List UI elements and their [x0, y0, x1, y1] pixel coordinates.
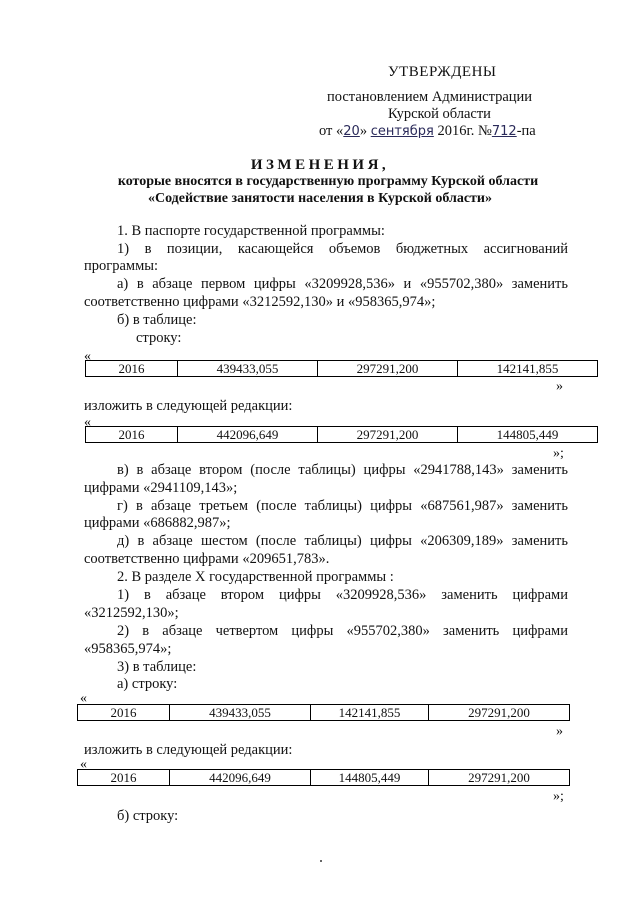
table-cell: 142141,855 — [311, 705, 429, 721]
document-title: ИЗМЕНЕНИЯ, — [250, 157, 390, 173]
table-cell-year: 2016 — [78, 770, 170, 786]
para-1-d-line1: д) в абзаце шестом (после таблицы) цифры «206309,189» заменить — [117, 533, 568, 549]
para-1-1-line1: 1) в позиции, касающейся объемов бюджетных ассигнований — [117, 241, 568, 257]
replace-with-2: изложить в следующей редакции: — [84, 742, 293, 758]
table-old-row-1 — [85, 360, 598, 377]
scan-speck — [320, 860, 322, 862]
table-cell-year: 2016 — [86, 361, 178, 377]
open-quote: « — [84, 415, 91, 430]
close-quote-semicolon: »; — [553, 446, 564, 461]
date-year: 2016г. — [437, 123, 475, 139]
close-quote: » — [556, 724, 563, 739]
document-subtitle-2: «Содействие занятости населения в Курской области» — [147, 191, 493, 206]
para-2-2-line1: 2) в абзаце четвертом цифры «955702,380» заменить цифрами — [117, 623, 568, 639]
table-cell-year: 2016 — [86, 427, 178, 443]
para-1-d-line2: соответственно цифрами «209651,783». — [84, 551, 330, 567]
section-1-heading: 1. В паспорте государственной программы: — [117, 223, 385, 239]
para-2-3: 3) в таблице: — [117, 659, 197, 675]
para-1-1-line2: программы: — [84, 258, 159, 274]
table-cell: 297291,200 — [429, 705, 570, 721]
row-label: строку: — [136, 330, 182, 346]
replace-with-1: изложить в следующей редакции: — [84, 398, 293, 414]
date-mid: » — [359, 123, 368, 139]
open-quote: « — [84, 349, 91, 364]
resolution-line-2: Курской области — [388, 106, 491, 122]
para-1-v-line1: в) в абзаце втором (после таблицы) цифры «2941788,143» заменить — [117, 462, 568, 478]
table-row — [86, 361, 598, 377]
date-prefix: от « — [319, 123, 344, 139]
table-row — [78, 705, 570, 721]
date-month: сентября — [370, 124, 434, 139]
table-cell: 144805,449 — [311, 770, 429, 786]
table-new-row-2 — [77, 769, 570, 786]
number-suffix: -па — [516, 123, 536, 139]
resolution-line-1: постановлением Администрации — [327, 89, 533, 105]
open-quote: « — [80, 757, 87, 772]
number-prefix: № — [478, 123, 492, 139]
section-2-heading: 2. В разделе X государственной программы : — [117, 569, 394, 585]
approval-heading: УТВЕРЖДЕНЫ — [388, 64, 497, 80]
number-value: 712 — [491, 124, 517, 139]
close-quote: » — [556, 379, 563, 394]
table-cell: 297291,200 — [429, 770, 570, 786]
para-1-a-line2: соответственно цифрами «3212592,130» и «958365,974»; — [84, 294, 436, 310]
para-1-g-line1: г) в абзаце третьем (после таблицы) цифры «687561,987» заменить — [117, 498, 568, 514]
table-cell: 297291,200 — [318, 427, 458, 443]
table-cell: 142141,855 — [458, 361, 598, 377]
para-1-b: б) в таблице: — [117, 312, 197, 328]
close-quote-semicolon: »; — [553, 789, 564, 804]
table-cell: 442096,649 — [170, 770, 311, 786]
table-cell: 144805,449 — [458, 427, 598, 443]
para-2-1-line2: «3212592,130»; — [84, 605, 179, 621]
table-cell: 442096,649 — [178, 427, 318, 443]
table-cell: 439433,055 — [170, 705, 311, 721]
table-old-row-2 — [77, 704, 570, 721]
document-subtitle-1: которые вносятся в государственную программу Курской области — [117, 174, 539, 189]
para-2-1-line1: 1) в абзаце втором цифры «3209928,536» заменить цифрами — [117, 587, 568, 603]
para-2-3-b: б) строку: — [117, 808, 179, 824]
table-new-row-1 — [85, 426, 598, 443]
table-cell: 297291,200 — [318, 361, 458, 377]
para-1-v-line2: цифрами «2941109,143»; — [84, 480, 238, 496]
para-2-2-line2: «958365,974»; — [84, 641, 172, 657]
table-row — [86, 427, 598, 443]
para-1-g-line2: цифрами «686882,987»; — [84, 515, 231, 531]
table-cell-year: 2016 — [78, 705, 170, 721]
open-quote: « — [80, 691, 87, 706]
para-1-a-line1: а) в абзаце первом цифры «3209928,536» и «955702,380» заменить — [117, 276, 568, 292]
resolution-date — [319, 122, 536, 141]
table-cell: 439433,055 — [178, 361, 318, 377]
table-row — [78, 770, 570, 786]
para-2-3-a: а) строку: — [117, 676, 178, 692]
date-day: 20 — [343, 124, 360, 139]
